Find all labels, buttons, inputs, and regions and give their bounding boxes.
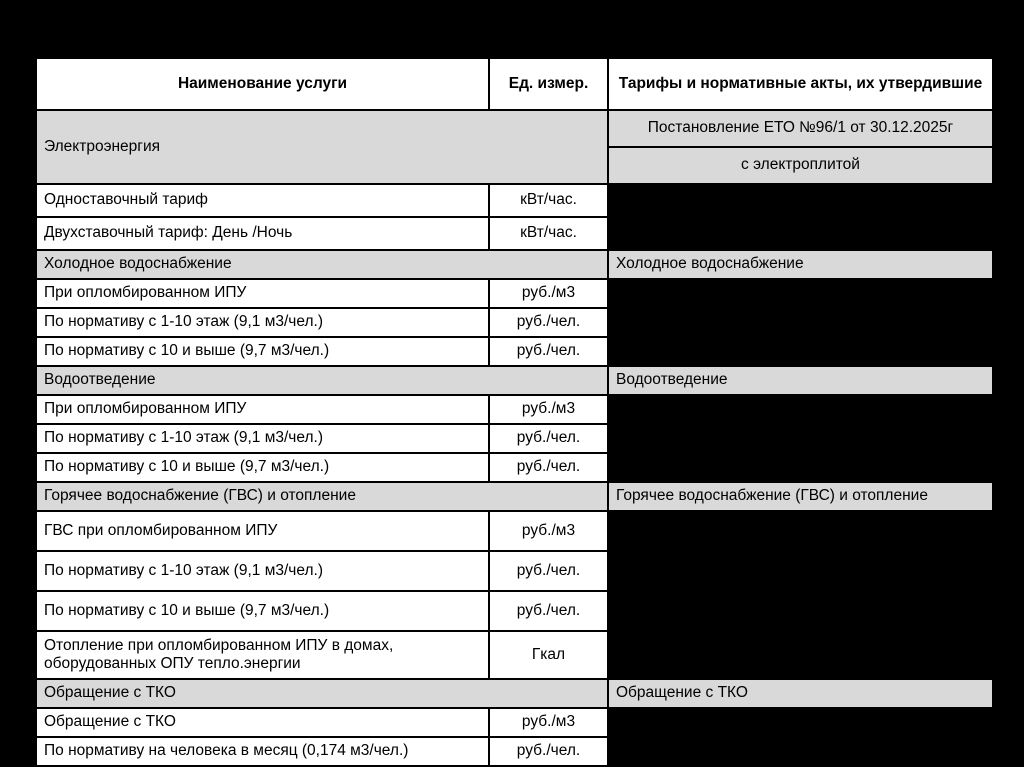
service-row bbox=[36, 424, 993, 453]
service-cell: По нормативу с 1-10 этаж (9,1 м3/чел.) bbox=[36, 551, 489, 591]
service-cell: Отопление при опломбированном ИПУ в домах, оборудованных ОПУ тепло.энергии bbox=[36, 631, 489, 679]
section-row-solid-waste bbox=[36, 679, 993, 708]
section-row-hot-water-heating bbox=[36, 482, 993, 511]
service-cell: По нормативу с 1-10 этаж (9,1 м3/чел.) bbox=[36, 424, 489, 453]
empty-cell bbox=[608, 737, 993, 766]
unit-cell: кВт/час. bbox=[489, 184, 608, 217]
header-tariffs: Тарифы и нормативные акты, их утвердившие bbox=[608, 58, 993, 110]
service-cell: Одноставочный тариф bbox=[36, 184, 489, 217]
section-name-cell-right: Водоотведение bbox=[608, 366, 993, 395]
empty-cell bbox=[608, 395, 993, 424]
empty-cell bbox=[608, 308, 993, 337]
service-cell: При опломбированном ИПУ bbox=[36, 395, 489, 424]
section-row-cold-water bbox=[36, 250, 993, 279]
electricity-section-cell: Электроэнергия bbox=[36, 110, 608, 184]
section-name-cell: Обращение с ТКО bbox=[36, 679, 608, 708]
unit-cell: руб./чел. bbox=[489, 551, 608, 591]
section-name-cell-right: Горячее водоснабжение (ГВС) и отопление bbox=[608, 482, 993, 511]
header-row bbox=[36, 58, 993, 110]
empty-cell bbox=[608, 708, 993, 737]
service-row bbox=[36, 708, 993, 737]
unit-cell: руб./м3 bbox=[489, 279, 608, 308]
empty-cell bbox=[608, 511, 993, 551]
service-row bbox=[36, 737, 993, 766]
service-cell: По нормативу с 10 и выше (9,7 м3/чел.) bbox=[36, 453, 489, 482]
section-name-cell: Горячее водоснабжение (ГВС) и отопление bbox=[36, 482, 608, 511]
unit-cell: Гкал bbox=[489, 631, 608, 679]
section-name-cell-right: Обращение с ТКО bbox=[608, 679, 993, 708]
service-row bbox=[36, 184, 993, 217]
section-name-cell: Водоотведение bbox=[36, 366, 608, 395]
service-cell: Двухставочный тариф: День /Ночь bbox=[36, 217, 489, 250]
service-row bbox=[36, 337, 993, 366]
unit-cell: руб./м3 bbox=[489, 708, 608, 737]
service-cell: По нормативу с 10 и выше (9,7 м3/чел.) bbox=[36, 337, 489, 366]
section-name-cell: Холодное водоснабжение bbox=[36, 250, 608, 279]
service-cell: Обращение с ТКО bbox=[36, 708, 489, 737]
service-row bbox=[36, 217, 993, 250]
unit-cell: руб./чел. bbox=[489, 308, 608, 337]
unit-cell: руб./чел. bbox=[489, 424, 608, 453]
empty-cell bbox=[608, 184, 993, 217]
empty-cell bbox=[608, 279, 993, 308]
unit-cell: руб./чел. bbox=[489, 591, 608, 631]
section-row-sewerage bbox=[36, 366, 993, 395]
unit-cell: руб./м3 bbox=[489, 511, 608, 551]
electricity-decree-cell: Постановление ЕТО №96/1 от 30.12.2025г bbox=[608, 110, 993, 147]
service-cell: По нормативу на человека в месяц (0,174 м3/чел.) bbox=[36, 737, 489, 766]
service-row bbox=[36, 591, 993, 631]
service-row bbox=[36, 511, 993, 551]
empty-cell bbox=[608, 424, 993, 453]
empty-cell bbox=[608, 453, 993, 482]
section-name-cell-right: Холодное водоснабжение bbox=[608, 250, 993, 279]
empty-cell bbox=[608, 551, 993, 591]
unit-cell: руб./чел. bbox=[489, 337, 608, 366]
unit-cell: руб./чел. bbox=[489, 453, 608, 482]
empty-cell bbox=[608, 217, 993, 250]
unit-cell: руб./чел. bbox=[489, 737, 608, 766]
unit-cell: руб./м3 bbox=[489, 395, 608, 424]
empty-cell bbox=[608, 337, 993, 366]
service-row bbox=[36, 308, 993, 337]
electricity-section-row bbox=[36, 110, 993, 147]
service-cell: По нормативу с 10 и выше (9,7 м3/чел.) bbox=[36, 591, 489, 631]
tariff-table bbox=[35, 57, 994, 767]
electricity-variant-cell: с электроплитой bbox=[608, 147, 993, 184]
service-cell: По нормативу с 1-10 этаж (9,1 м3/чел.) bbox=[36, 308, 489, 337]
service-row bbox=[36, 395, 993, 424]
empty-cell bbox=[608, 631, 993, 679]
header-unit: Ед. измер. bbox=[489, 58, 608, 110]
service-row bbox=[36, 279, 993, 308]
unit-cell: кВт/час. bbox=[489, 217, 608, 250]
service-cell: ГВС при опломбированном ИПУ bbox=[36, 511, 489, 551]
service-cell: При опломбированном ИПУ bbox=[36, 279, 489, 308]
empty-cell bbox=[608, 591, 993, 631]
service-row bbox=[36, 551, 993, 591]
service-row bbox=[36, 631, 993, 679]
service-row bbox=[36, 453, 993, 482]
header-service: Наименование услуги bbox=[36, 58, 489, 110]
